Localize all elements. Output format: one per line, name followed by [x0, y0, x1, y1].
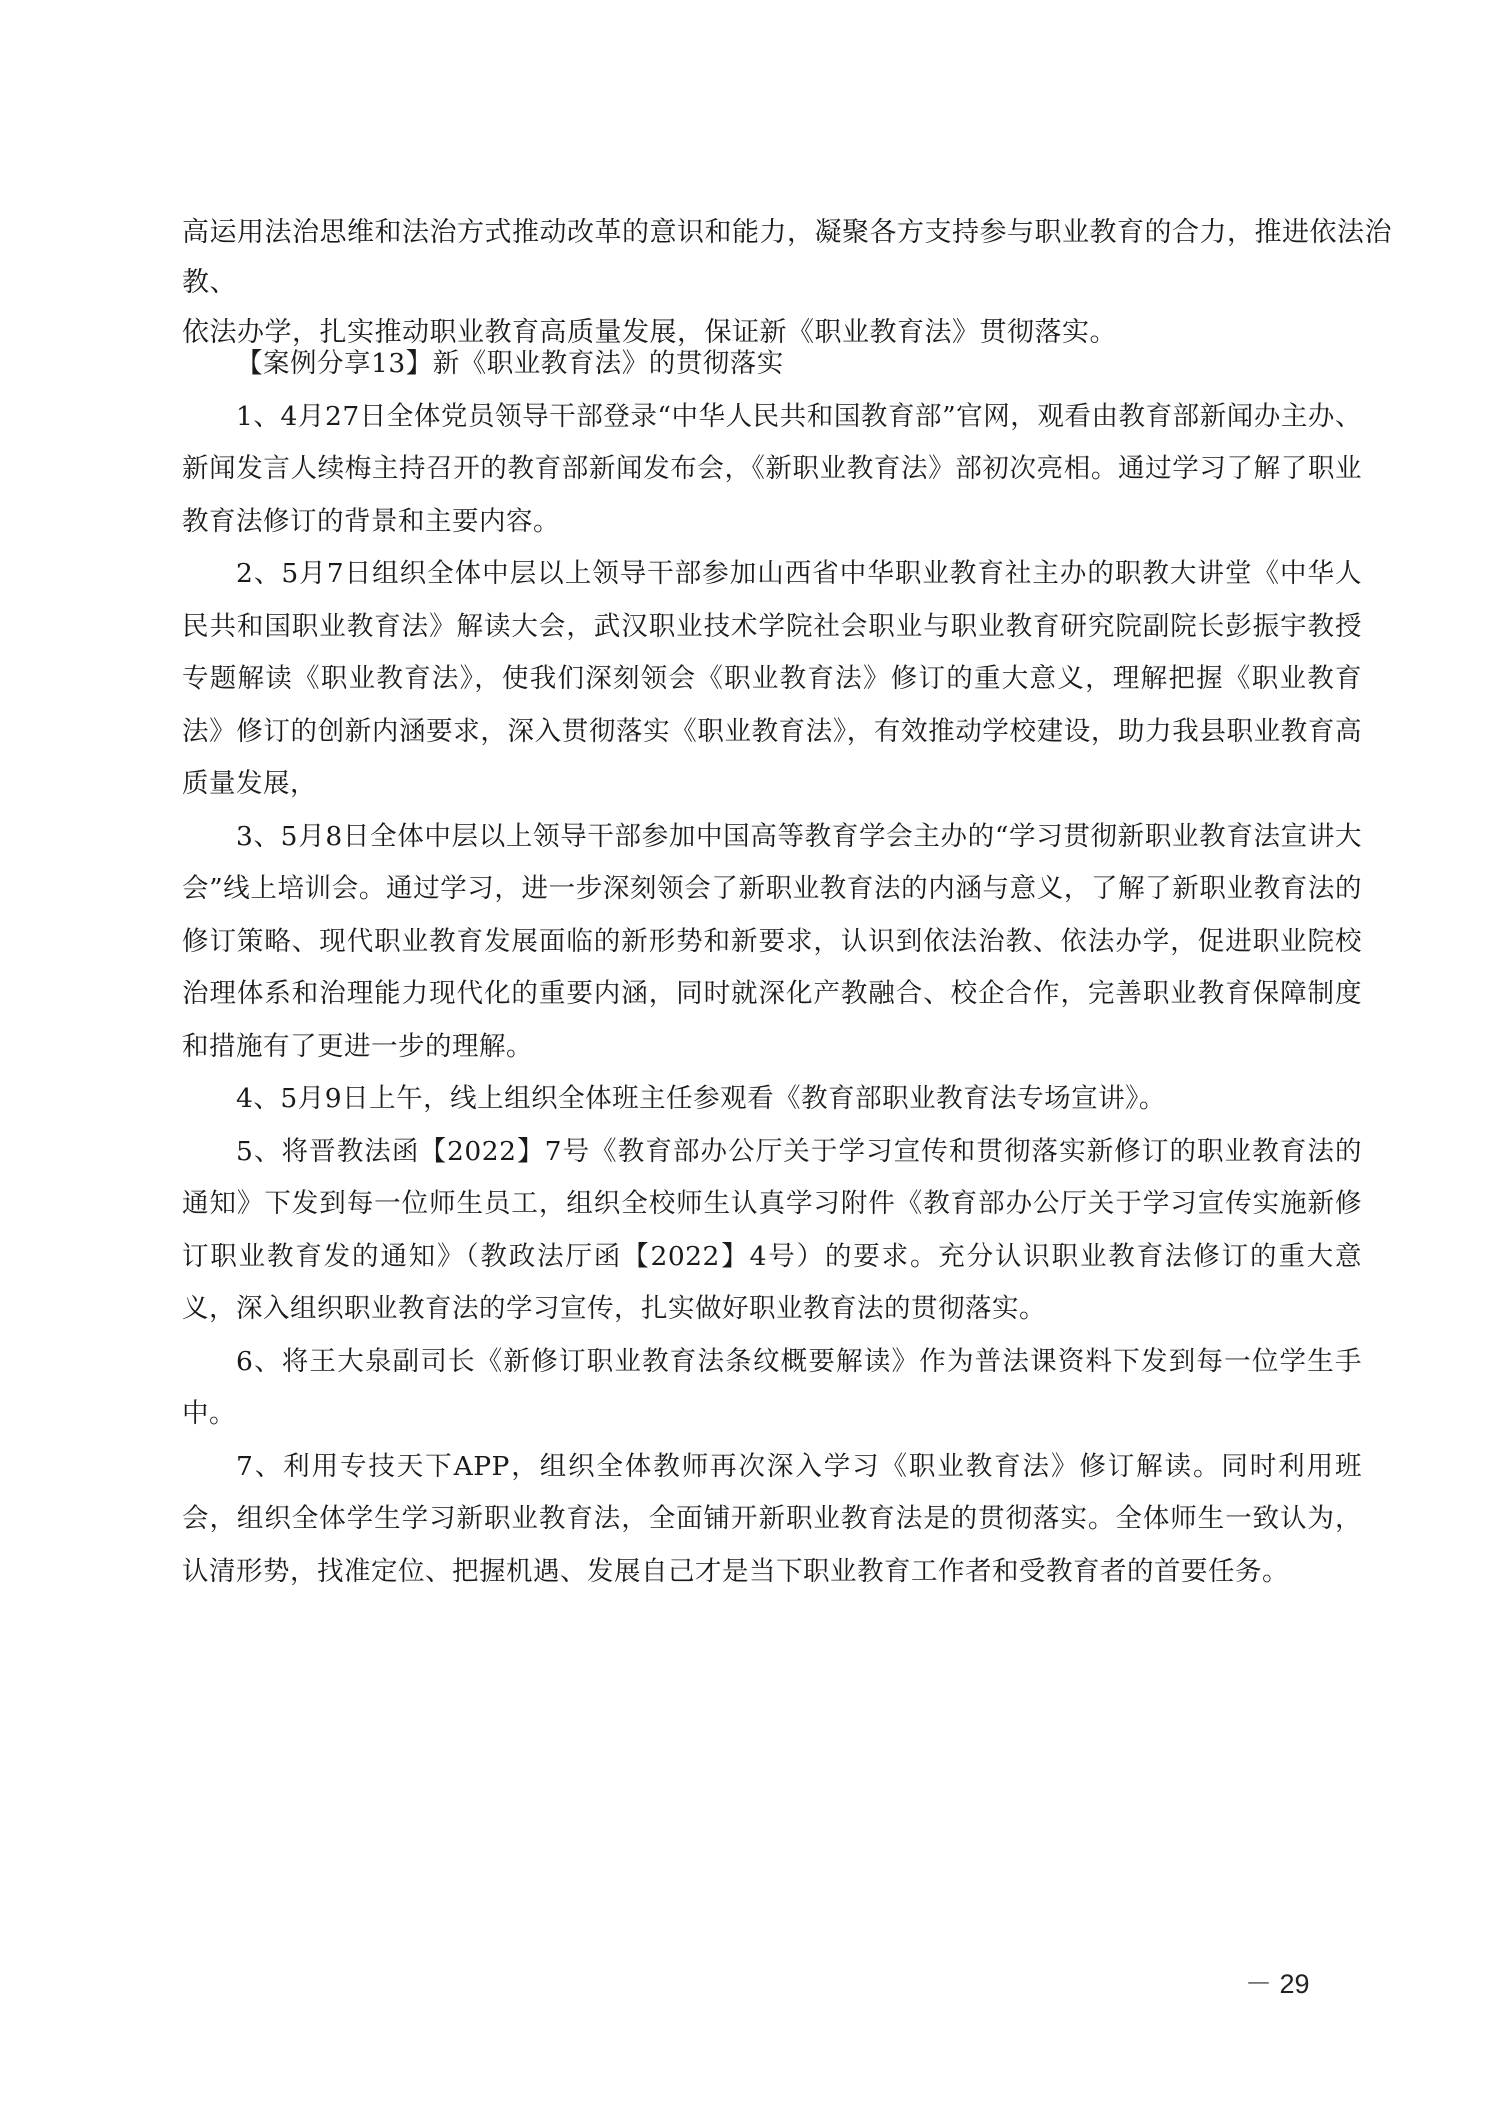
case-item-7: 7、利用专技天下APP，组织全体教师再次深入学习《职业教育法》修订解读。同时利用班会，组织全体学生学习新职业教育法，全面铺开新职业教育法是的贯彻落实。全体师生一致认为，认清形势，找准定位、把握机遇、发展自己才是当下职业教育工作者和受教育者的首要任务。 [182, 1450, 1362, 1587]
case-item-1: 1、4月27日全体党员领导干部登录“中华人民共和国教育部”官网，观看由教育部新闻办主办、新闻发言人续梅主持召开的教育部新闻发布会，《新职业教育法》部初次亮相。通过学习了解了职业教育法修订的背景和主要内容。 [182, 400, 1362, 537]
case-item-2: 2、5月7日组织全体中层以上领导干部参加山西省中华职业教育社主办的职教大讲堂《中华人民共和国职业教育法》解读大会，武汉职业技术学院社会职业与职业教育研究院副院长彭振宇教授专题解读《职业教育法》，使我们深刻领会《职业教育法》修订的重大意义，理解把握《职业教育法》修订的创新内涵要求，深入贯彻落实《职业教育法》，有效推动学校建设，助力我县职业教育高质量发展， [182, 558, 1362, 799]
page-number: － 29 [1245, 1969, 1310, 1999]
case-section [182, 338, 1362, 1598]
case-item-6: 6、将王大泉副司长《新修订职业教育法条纹概要解读》作为普法课资料下发到每一位学生手中。 [182, 1345, 1362, 1429]
case-item-4: 4、5月9日上午，线上组织全体班主任参观看《教育部职业教育法专场宣讲》。 [236, 1083, 1166, 1114]
case-heading: 【案例分享13】新《职业教育法》的贯彻落实 [236, 348, 784, 379]
intro-paragraph [182, 208, 1392, 358]
case-item-5: 5、将晋教法函【2022】7号《教育部办公厅关于学习宣传和贯彻落实新修订的职业教育法的通知》下发到每一位师生员工，组织全校师生认真学习附件《教育部办公厅关于学习宣传实施新修订职业教育发的通知》（教政法厅函【2022】4号）的要求。充分认识职业教育法修订的重大意义，深入组织职业教育法的学习宣传，扎实做好职业教育法的贯彻落实。 [182, 1135, 1362, 1324]
intro-line: 高运用法治思维和法治方式推动改革的意识和能力，凝聚各方支持参与职业教育的合力，推进依法治教、 [182, 217, 1392, 298]
intro-line: 依法办学，扎实推动职业教育高质量发展，保证新《职业教育法》贯彻落实。 [182, 317, 1117, 348]
case-item-3: 3、5月8日全体中层以上领导干部参加中国高等教育学会主办的“学习贯彻新职业教育法宣讲大会”线上培训会。通过学习，进一步深刻领会了新职业教育法的内涵与意义，了解了新职业教育法的修订策略、现代职业教育发展面临的新形势和新要求，认识到依法治教、依法办学，促进职业院校治理体系和治理能力现代化的重要内涵，同时就深化产教融合、校企合作，完善职业教育保障制度和措施有了更进一步的理解。 [182, 820, 1362, 1062]
